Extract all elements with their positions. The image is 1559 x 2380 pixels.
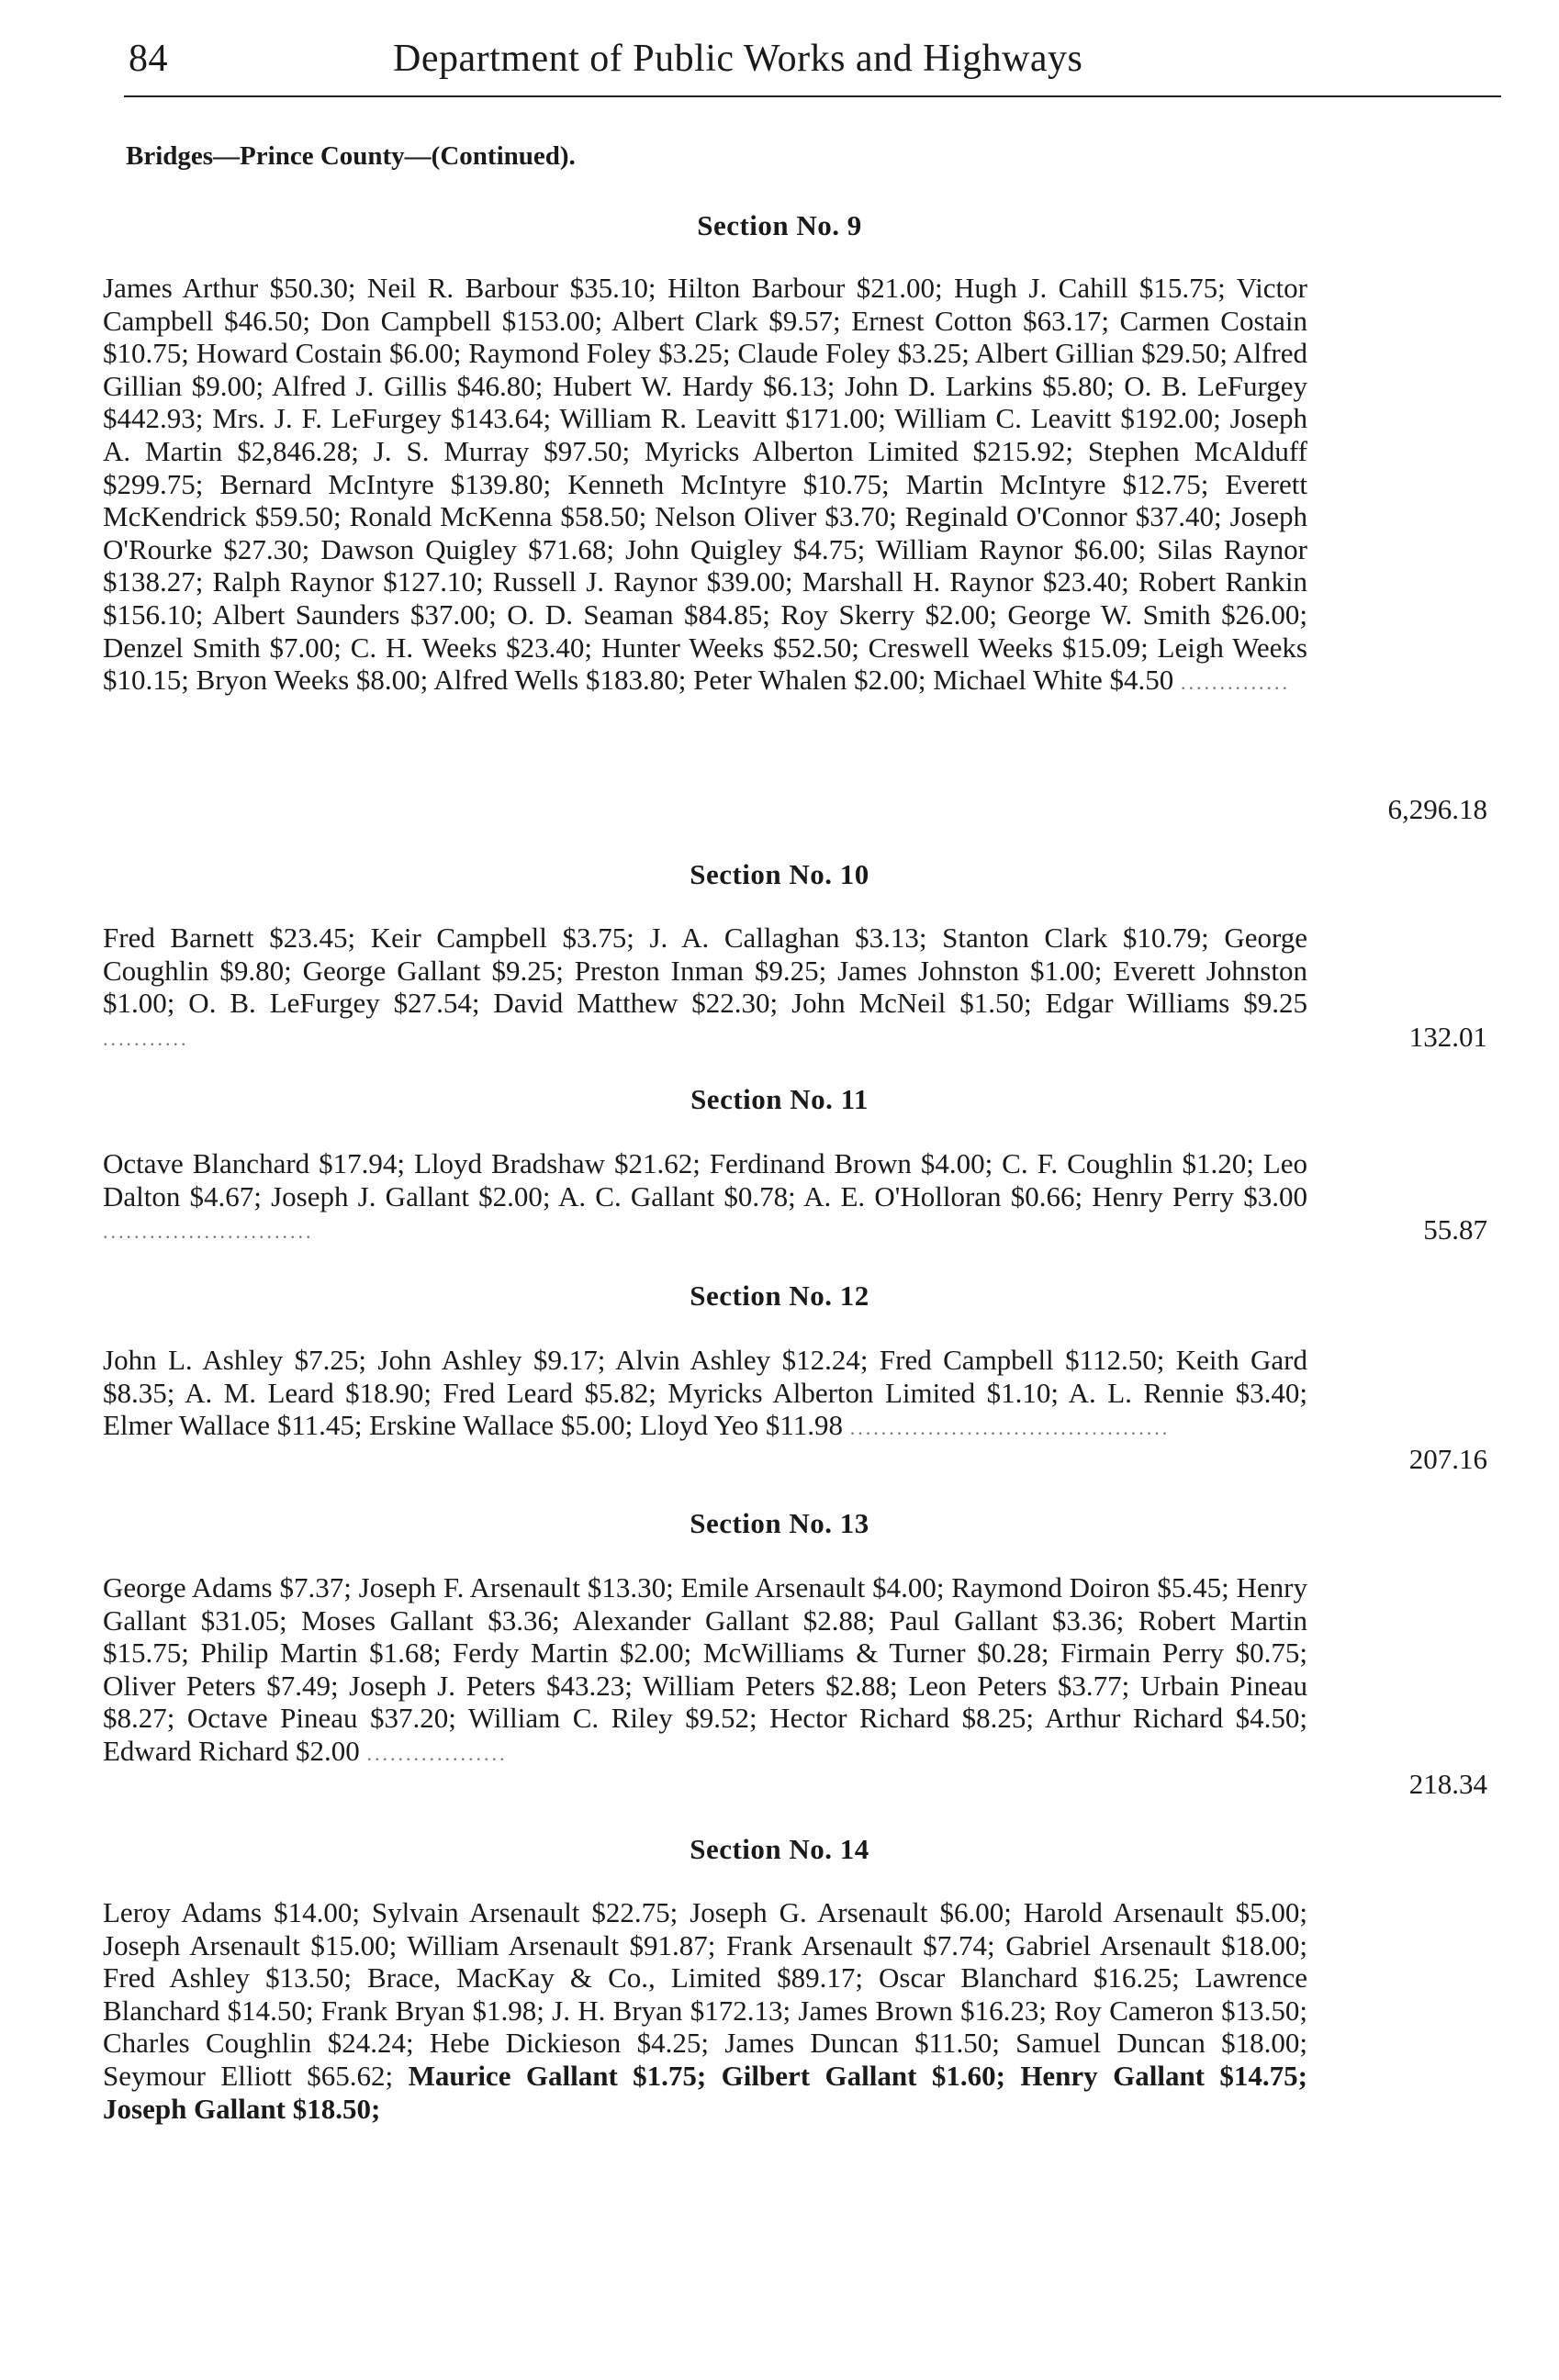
section-body <box>103 1896 1307 2125</box>
dot-leader: ........... <box>103 1026 189 1050</box>
section-text: Octave Blanchard $17.94; Lloyd Bradshaw $21.62; Ferdinand Brown $4.00; C. F. Coughlin $1.20; Leo Dalton $4.67; Joseph J. Gallant $2.00; A. C. Gallant $0.78; A. E. O'Holloran $0.66; Henry Perry $3.00 <box>103 1147 1307 1212</box>
section-title: Section No. 14 <box>690 1833 869 1865</box>
section-text: James Arthur $50.30; Neil R. Barbour $35.10; Hilton Barbour $21.00; Hugh J. Cahill $15.75; Victor Campbell $46.50; Don Campbell $153.00; Albert Clark $9.57; Ernest Cotton $63.17; Carmen Costain $10.75; Howard Costain $6.00; Raymond Foley $3.25; Claude Foley $3.25; Albert Gillian $29.50; Alfred Gillian $9.00; Alfred J. Gillis $46.80; Hubert W. Hardy $6.13; John D. Larkins $5.80; O. B. LeFurgey $442.93; Mrs. J. F. LeFurgey $143.64; William R. Leavitt $171.00; William C. Leavitt $192.00; Joseph A. Martin $2,846.28; J. S. Murray $97.50; Myricks Alberton Limited $215.92; Stephen McAlduff $299.75; Bernard McIntyre $139.80; Kenneth McIntyre $10.75; Martin McIntyre $12.75; Everett McKendrick $59.50; Ronald McKenna $58.50; Nelson Oliver $3.70; Reginald O'Connor $37.40; Joseph O'Rourke $27.30; Dawson Quigley $71.68; John Quigley $4.75; William Raynor $6.00; Silas Raynor $138.27; Ralph Raynor $127.10; Russell J. Raynor $39.00; Marshall H. Raynor $23.40; Robert Rankin $156.10; Albert Saunders $37.00; O. D. Seaman $84.85; Roy Skerry $2.00; George W. Smith $26.00; Denzel Smith $7.00; C. H. Weeks $23.40; Hunter Weeks $52.50; Creswell Weeks $15.09; Leigh Weeks $10.15; Bryon Weeks $8.00; Alfred Wells $183.80; Peter Whalen $2.00; Michael White $4.50 <box>103 272 1307 697</box>
section-text: Leroy Adams $14.00; Sylvain Arsenault $22.75; Joseph G. Arsenault $6.00; Harold Arsenault $5.00; Joseph Arsenault $15.00; William Arsenault $91.87; Frank Arsenault $7.74; Gabriel Arsenault $18.00; Fred Ashley $13.50; Brace, MacKay & Co., Limited $89.17; Oscar Blanchard $16.25; Lawrence Blanchard $14.50; Frank Bryan $1.98; J. H. Bryan $172.13; James Brown $16.23; Roy Cameron $13.50; Charles Coughlin $24.24; Hebe Dickieson $4.25; James Duncan $11.50; Samuel Duncan $18.00; Seymour Elliott $65.62; <box>103 1896 1307 2092</box>
dot-leader: .................. <box>366 1741 508 1765</box>
section-text: George Adams $7.37; Joseph F. Arsenault $13.30; Emile Arsenault $4.00; Raymond Doiron $5.45; Henry Gallant $31.05; Moses Gallant $3.36; Alexander Gallant $2.88; Paul Gallant $3.36; Robert Martin $15.75; Philip Martin $1.68; Ferdy Martin $2.00; McWilliams & Turner $0.28; Firmain Perry $0.75; Oliver Peters $7.49; Joseph J. Peters $43.23; William Peters $2.88; Leon Peters $3.77; Urbain Pineau $8.27; Octave Pineau $37.20; William C. Riley $9.52; Hector Richard $8.25; Arthur Richard $4.50; Edward Richard $2.00 <box>103 1571 1307 1767</box>
section-title: Section No. 12 <box>690 1279 869 1312</box>
continued-heading: Bridges—Prince County—(Continued). <box>126 141 576 171</box>
section-body <box>103 1571 1307 1771</box>
header-rule <box>124 95 1501 97</box>
section-title: Section No. 13 <box>690 1507 869 1539</box>
section-body <box>103 1344 1307 1445</box>
dot-leader: .............. <box>1181 671 1290 695</box>
section-text: Fred Barnett $23.45; Keir Campbell $3.75; J. A. Callaghan $3.13; Stanton Clark $10.79; George Coughlin $9.80; George Gallant $9.25; Preston Inman $9.25; James Johnston $1.00; Everett Johnston $1.00; O. B. LeFurgey $27.54; David Matthew $22.30; John McNeil $1.50; Edgar Williams $9.25 <box>103 922 1307 1020</box>
section-total: 55.87 <box>1423 1213 1487 1246</box>
section-text-bold: Maurice Gallant $1.75; Gilbert Gallant $1.60; Henry Gallant $14.75; Joseph Gallant $18.50; <box>103 2059 1307 2125</box>
section-title: Section No. 11 <box>690 1083 869 1115</box>
section-body <box>103 1147 1307 1248</box>
page-title: Department of Public Works and Highways <box>393 38 1083 80</box>
page-number: 84 <box>129 38 168 80</box>
section-total: 218.34 <box>1408 1768 1487 1800</box>
section-title: Section No. 9 <box>697 209 862 241</box>
section-title: Section No. 10 <box>690 858 869 890</box>
dot-leader: ........................... <box>103 1220 314 1244</box>
section-text: John L. Ashley $7.25; John Ashley $9.17; Alvin Ashley $12.24; Fred Campbell $112.50; Keith Gard $8.35; A. M. Leard $18.90; Fred Leard $5.82; Myricks Alberton Limited $1.10; A. L. Rennie $3.40; Elmer Wallace $11.45; Erskine Wallace $5.00; Lloyd Yeo $11.98 <box>103 1344 1307 1442</box>
section-total: 132.01 <box>1408 1021 1487 1053</box>
section-total: 6,296.18 <box>1387 793 1487 825</box>
section-body <box>103 272 1307 699</box>
section-body <box>103 922 1307 1055</box>
dot-leader: ......................................... <box>849 1416 1171 1440</box>
section-total: 207.16 <box>1408 1443 1487 1475</box>
